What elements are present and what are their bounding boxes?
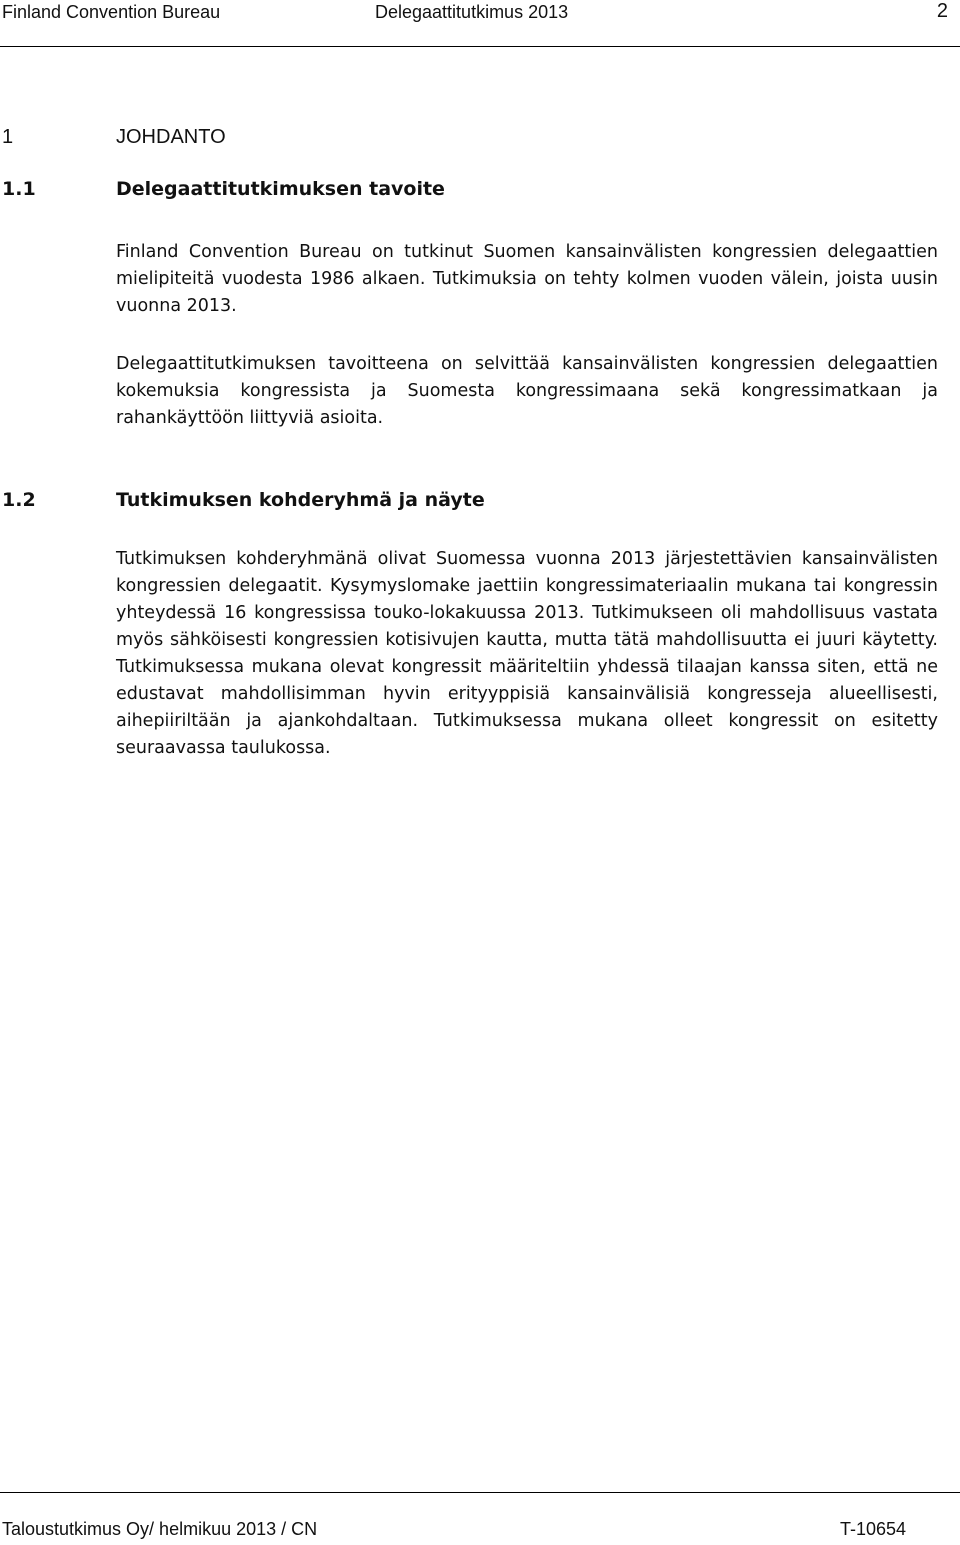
page-header <box>0 0 960 47</box>
footer-project-code: T-10654 <box>840 1519 907 1539</box>
section-title: JOHDANTO <box>116 126 226 148</box>
paragraph-intro: Finland Convention Bureau on tutkinut Suomen kansainvälisten kongressien delegaattien mielipiteitä vuodesta 1986 alkaen. Tutkimuksia on tehty kolmen vuoden välein, joista uusin vuonna 2013. <box>116 242 938 316</box>
section-number: 1.2 <box>2 489 36 511</box>
section-title: Tutkimuksen kohderyhmä ja näyte <box>116 489 485 511</box>
header-organization: Finland Convention Bureau <box>2 2 221 22</box>
section-number: 1.1 <box>2 178 36 200</box>
footer-author-date: Taloustutkimus Oy/ helmikuu 2013 / CN <box>2 1519 318 1539</box>
header-document-title: Delegaattitutkimus 2013 <box>375 2 569 22</box>
paragraph-objective: Delegaattitutkimuksen tavoitteena on selvittää kansainvälisten kongressien delegaattien kokemuksia kongressista ja Suomesta kongressimaana sekä kongressimatkaan ja rahankäyttöön liittyviä asioita. <box>116 354 938 428</box>
page-number: 2 <box>936 0 948 22</box>
section-number: 1 <box>2 126 14 148</box>
page-footer <box>0 1492 960 1545</box>
paragraph-target-group: Tutkimuksen kohderyhmänä olivat Suomessa vuonna 2013 järjestettävien kansainvälisten kongressien delegaatit. Kysymyslomake jaettiin kongressimateriaalin mukana tai kongressin yhteydessä 16 kongressissa touko-lokakuussa 2013. Tutkimukseen oli mahdollisuus vastata myös sähköisesti kongressien kotisivujen kautta, mutta tätä mahdollisuutta ei juuri käytetty. Tutkimuksessa mukana olevat kongressit määriteltiin yhdessä tilaajan kanssa siten, että ne edustavat mahdollisimman hyvin erityyppisiä kansainvälisiä kongresseja alueellisesti, aihepiiriltään ja ajankohdaltaan. Tutkimuksessa mukana olleet kongressit on esitetty seuraavassa taulukossa. <box>116 549 938 758</box>
section-title: Delegaattitutkimuksen tavoite <box>116 178 445 200</box>
